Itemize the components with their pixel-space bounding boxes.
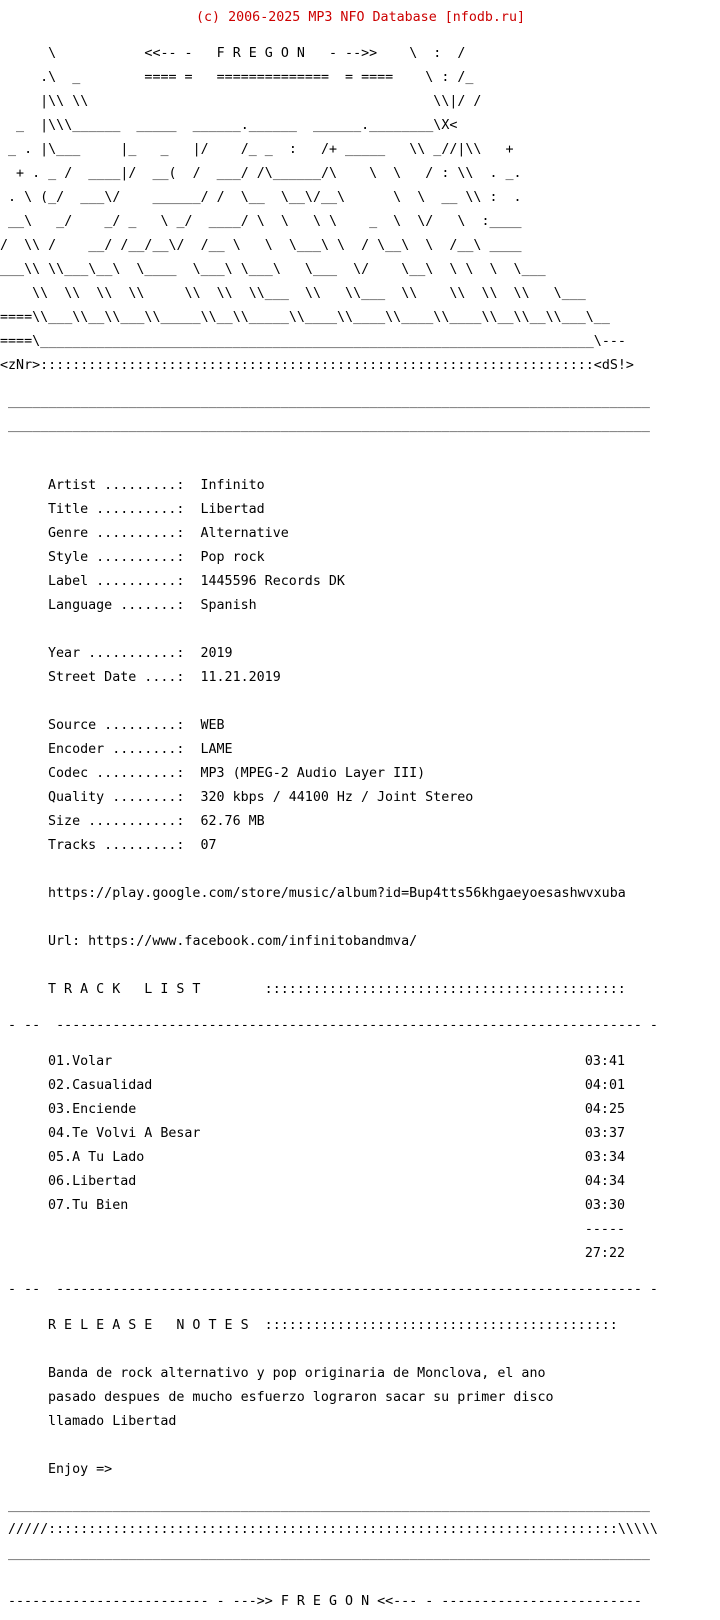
info-section [0, 468, 720, 1008]
notes-line: llamado Libertad [48, 1414, 177, 1429]
total-time: 27:22 [584, 1246, 625, 1261]
track-list [0, 1044, 625, 1272]
info-row-size: Size ...........: 62.76 MB [48, 814, 265, 829]
track-row: 06.Libertad 04:34 [48, 1174, 625, 1189]
track-row: 02.Casualidad 04:01 [48, 1078, 625, 1093]
tracklist-heading: T R A C K L I S T ::::::::::::::::::::::::::::::::::::::::::::: [48, 982, 626, 997]
info-row-genre: Genre ..........: Alternative [48, 526, 289, 541]
page-title: (c) 2006-2025 MP3 NFO Database [nfodb.ru] [196, 10, 525, 25]
track-row: 03.Enciende 04:25 [48, 1102, 625, 1117]
info-row-style: Style ..........: Pop rock [48, 550, 265, 565]
info-row-codec: Codec ..........: MP3 (MPEG-2 Audio Layer III) [48, 766, 426, 781]
info-row-year: Year ...........: 2019 [48, 646, 233, 661]
footer-signature: ------------------------- - --->> F R E G O N <<--- - ------------------------- [8, 1594, 642, 1609]
footer-rule: ________________________________________________________________________________ [8, 1546, 650, 1561]
notes-line: Banda de rock alternativo y pop originaria de Monclova, el ano [48, 1366, 546, 1381]
tracklist-rule: - -- ------------------------------------------------------------------------- - [8, 1018, 658, 1033]
banner-line: \ <<-- - F R E G O N - -->> \ : / [0, 46, 466, 61]
enjoy-text: Enjoy => [48, 1462, 113, 1477]
banner-line: \\ \\ \\ \\ \\ \\ \\___ \\ \\___ \\ \\ \\ \\ \___ [0, 286, 586, 301]
total-rule: ----- [584, 1222, 625, 1237]
info-row-label: Label ..........: 1445596 Records DK [48, 574, 345, 589]
banner-line: .\ _ ==== = ============== = ==== \ : /_ [0, 70, 474, 85]
info-row-encoder: Encoder ........: LAME [48, 742, 233, 757]
info-row-street-date: Street Date ....: 11.21.2019 [48, 670, 281, 685]
banner-line: <zNr>:::::::::::::::::::::::::::::::::::::::::::::::::::::::::::::::::::::<dS!> [0, 358, 634, 373]
footer-rule: ________________________________________________________________________________ [8, 1498, 650, 1513]
info-row-artist: Artist .........: Infinito [48, 478, 265, 493]
track-row: 05.A Tu Lado 03:34 [48, 1150, 625, 1165]
info-row-source: Source .........: WEB [48, 718, 225, 733]
notes-heading: R E L E A S E N O T E S :::::::::::::::::::::::::::::::::::::::::::: [48, 1318, 618, 1333]
notes-rule: - -- ------------------------------------------------------------------------- - [8, 1282, 658, 1297]
info-row-tracks: Tracks .........: 07 [48, 838, 217, 853]
info-row-language: Language .......: Spanish [48, 598, 257, 613]
banner-line: _ . |\___ |_ _ |/ /_ _ : /+ _____ \\ _//|\\ + [0, 142, 514, 157]
banner-line: ====\_____________________________________________________________________\--- [0, 334, 626, 349]
info-row-title: Title ..........: Libertad [48, 502, 265, 517]
divider: ________________________________________________________________________________ [8, 394, 650, 409]
banner-line: _ |\\\______ _____ ______.______ ______.________\X< [0, 118, 458, 133]
ascii-banner [0, 36, 720, 384]
divider: ________________________________________________________________________________ [8, 418, 650, 433]
store-link[interactable]: https://play.google.com/store/music/album?id=Bup4tts56khgaeyoesashwvxuba [48, 886, 626, 901]
banner-line: ====\\___\\__\\___\\_____\\__\\_____\\____\\____\\____\\____\\__\\__\\___\__ [0, 310, 610, 325]
banner-line: + . _ / ____|/ __( / ___/ /\______/\ \ \ / : \\ . _. [0, 166, 522, 181]
banner-line: ___\\ \\___\__\ \____ \___\ \___\ \___ \/ \__\ \ \ \ \___ [0, 262, 546, 277]
track-row: 04.Te Volvi A Besar 03:37 [48, 1126, 625, 1141]
info-row-quality: Quality ........: 320 kbps / 44100 Hz / Joint Stereo [48, 790, 474, 805]
banner-line: __\ _/ _/ _ \ _/ ____/ \ \ \ \ _ \ \/ \ :____ [0, 214, 522, 229]
banner-line: |\\ \\ \\|/ / [0, 94, 482, 109]
url-row: Url: https://www.facebook.com/infinitobandmva/ [48, 934, 418, 949]
footer-pattern: /////:::::::::::::::::::::::::::::::::::::::::::::::::::::::::::::::::::::::\\\\\ [8, 1522, 658, 1537]
track-row: 01.Volar 03:41 [48, 1054, 625, 1069]
facebook-link[interactable]: https://www.facebook.com/infinitobandmva/ [88, 934, 418, 949]
notes-section [0, 1308, 720, 1488]
notes-line: pasado despues de mucho esfuerzo lograron sacar su primer disco [48, 1390, 554, 1405]
banner-line: / \\ / __/ /__/__\/ /__ \ \ \___\ \ / \__\ \ /__\ ____ [0, 238, 522, 253]
track-row: 07.Tu Bien 03:30 [48, 1198, 625, 1213]
banner-line: . \ (_/ ___\/ ______/ / \__ \__\/__\ \ \ __ \\ : . [0, 190, 522, 205]
